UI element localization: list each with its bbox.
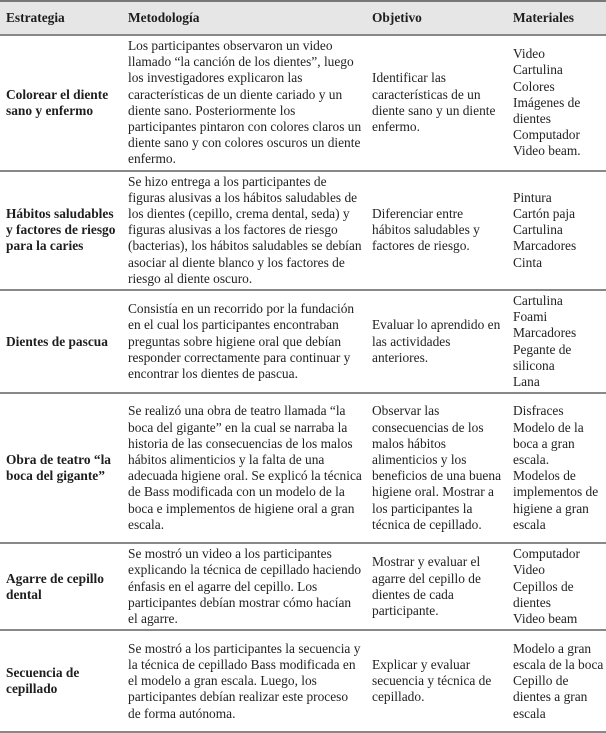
material-item: Video beam. <box>513 143 581 159</box>
material-item: Cepillos de dientes <box>513 578 574 610</box>
table-header-row <box>0 1 606 35</box>
material-item: Cartón paja <box>513 206 576 222</box>
objective-cell: Observar las consecuencias de los malos hábitos alimenticios y los beneficios de una buena higiene oral. Mostrar a los participantes la técnica de cepillado. <box>366 393 507 543</box>
methodology-cell: Se mostró a los participantes la secuencia y la técnica de cepillado Bass modificada en el modelo a gran escala. Luego, los participantes debían realizar este proceso de forma autónoma. <box>122 630 366 732</box>
materials-cell <box>507 393 606 543</box>
header-materials: Materiales <box>507 1 606 35</box>
material-item: Colores <box>513 78 555 94</box>
methodology-cell: Se realizó una obra de teatro llamada “la boca del gigante” en la cual se narraba la historia de las consecuencias de los malos hábitos alimenticios y la falta de una adecuada higiene oral. Se explicó la técnica de Bass modificada con un modelo de la boca e implementos de higiene oral a gran escala. <box>122 393 366 543</box>
material-item: Pintura <box>513 189 552 205</box>
material-item: Marcadores <box>513 325 577 341</box>
material-item: Marcadores <box>513 238 577 254</box>
table-row <box>0 393 606 543</box>
materials-cell <box>507 171 606 290</box>
table-row <box>0 35 606 171</box>
material-item: Cinta <box>513 254 543 270</box>
methodology-cell: Consistía en un recorrido por la fundación en el cual los participantes encontraban preguntas sobre higiene oral que debían responder correctamente para continuar y encontrar los dientes de pascua. <box>122 290 366 393</box>
objective-cell: Diferenciar entre hábitos saludables y factores de riesgo. <box>366 171 507 290</box>
material-item: Modelo a gran escala de la boca <box>513 640 604 672</box>
material-item: Foami <box>513 309 548 325</box>
strategy-cell: Colorear el diente sano y enfermo <box>0 35 122 171</box>
strategy-cell: Secuencia de cepillado <box>0 630 122 732</box>
strategy-cell: Obra de teatro “la boca del gigante” <box>0 393 122 543</box>
header-objective: Objetivo <box>366 1 507 35</box>
material-item: Cartulina <box>513 293 563 309</box>
material-item: Video beam <box>513 611 578 627</box>
material-item: Modelo de la boca a gran escala. <box>513 419 584 468</box>
material-item: Cepillo de dientes a gran escala <box>513 673 588 721</box>
material-item: Lana <box>513 374 540 390</box>
materials-cell <box>507 630 606 732</box>
header-methodology: Metodología <box>122 1 366 35</box>
strategy-cell: Dientes de pascua <box>0 290 122 393</box>
materials-cell <box>507 543 606 630</box>
methodology-cell: Los participantes observaron un video llamado “la canción de los dientes”, luego los investigadores explicaron las características de un diente cariado y un diente sano. Posteriormente los participantes pintaron con colores claros un diente sano y con colores oscuros un diente enfermo. <box>122 35 366 171</box>
strategy-cell: Agarre de cepillo dental <box>0 543 122 630</box>
material-item: Cartulina <box>513 222 563 238</box>
objective-cell: Evaluar lo aprendido en las actividades anteriores. <box>366 290 507 393</box>
table-row <box>0 543 606 630</box>
methodology-cell: Se mostró un video a los participantes explicando la técnica de cepillado haciendo énfasis en el agarre del cepillo. Los participantes debían mostrar cómo hacían el agarre. <box>122 543 366 630</box>
methodology-cell: Se hizo entrega a los participantes de figuras alusivas a los hábitos saludables de los dientes (cepillo, crema dental, seda) y figuras alusivas a los factores de riesgo (bacterias), los hábitos saludables se debían asociar al diente blanco y los factores de riesgo al diente oscuro. <box>122 171 366 290</box>
material-item: Pegante de silicona <box>513 341 572 373</box>
objective-cell: Mostrar y evaluar el agarre del cepillo de dientes de cada participante. <box>366 543 507 630</box>
material-item: Computador <box>513 127 580 143</box>
material-item: Modelos de implementos de higiene a gran escala <box>513 468 599 532</box>
material-item: Imágenes de dientes <box>513 94 581 126</box>
materials-cell <box>507 290 606 393</box>
material-item: Video <box>513 562 545 578</box>
materials-cell <box>507 35 606 171</box>
objective-cell: Explicar y evaluar secuencia y técnica de cepillado. <box>366 630 507 732</box>
table-row <box>0 171 606 290</box>
strategy-cell: Hábitos saludables y factores de riesgo para la caries <box>0 171 122 290</box>
material-item: Computador <box>513 546 580 562</box>
table-row <box>0 630 606 732</box>
material-item: Cartulina <box>513 62 563 78</box>
objective-cell: Identificar las características de un diente sano y un diente enfermo. <box>366 35 507 171</box>
table-row <box>0 290 606 393</box>
material-item: Video <box>513 46 545 62</box>
material-item: Disfraces <box>513 403 564 419</box>
header-strategy: Estrategia <box>0 1 122 35</box>
